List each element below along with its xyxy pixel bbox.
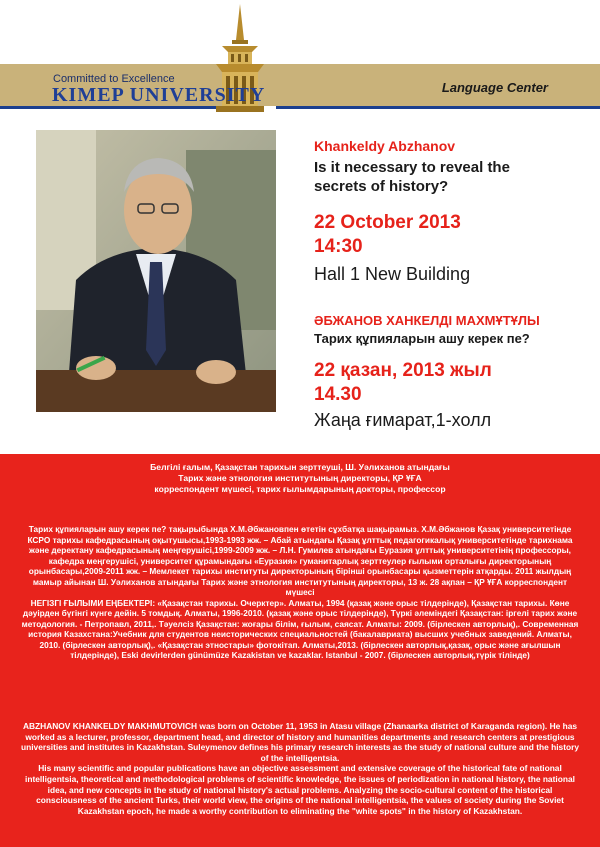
department-name: Language Center [441,80,548,95]
header-rule [276,106,600,109]
biography-paragraph-en: ABZHANOV KHANKELDY MAKHMUTOVICH was born on October 11, 1953 in Atasu village (Zhanaarka district of Karaganda region). He has worked as a lecturer, professor, department head, and director of history and humanities departments and research centers at prestigious universities and institutes in Kazakhstan. Suleymenov defines his primary research interests as the study of national culture and the history of the intelligentsia. [20,721,580,763]
biography-intro-kz: Белгілі ғалым, Қазақстан тарихын зерттеуші, Ш. Уәлиханов атындағы Тарих және этнология институтының директоры, ҚР ҰҒА корреспондент мүшесі, тарих ғылымдарының докторы, профессор [150,462,450,494]
biography-kz [20,524,580,661]
event-date-en: 22 October 2013 [314,212,461,233]
event-venue-kz: Жаңа ғимарат,1-холл [314,410,492,430]
biography-paragraph-kz: Тарих құпияларын ашу керек пе? тақырыбында Х.М.Әбжановпен өтетін сұхбатқа шақырамыз. Х.М.Әбжанов Қазақ университетінде КСРО тарихы кафедрасының оқытушысы,1993-1993 жж. – Абай атындағы Қазақ ұлттық педагогикалық университетінде тарихнама және деректану кафедрасының меңгерушісі,1999-2009 жж. – Л.Н. Гумилев атындағы Еуразия ұлттық университетінің профессоры, кафедра меңгерушісі, университет құрамындағы «Еуразия» гуманитарлық зерттеулер ғылыми орталығы директорының орынбасары,2009-2011 жж. – Мемлекет тарихы институты директорының бірінші орынбасары қызметтерін атқарды. 2011 жылдың мамыр айынан Ш. Уәлиханов атындағы Тарих және этнология институтының директоры, 13 ж. 28 ақпан – ҚР ҰҒА корреспондент мүшесі [27,524,573,597]
biography-section [0,454,600,847]
speaker-name-kz: ӘБЖАНОВ ХАНКЕЛДІ МАХМҰТҰЛЫ [314,313,540,328]
event-info [314,138,584,431]
speaker-photo [36,130,276,412]
university-tagline: Committed to Excellence [53,73,175,85]
scientific-works-kz: НЕГІЗГІ ҒЫЛЫМИ ЕҢБЕКТЕРІ: «Қазақстан тарихы. Очерктер». Алматы, 1994 (қазақ және орыс тілдерінде), Қазақстан тарихы. Көне дәуірден бүгінгі күнге дейін. 5 томдық. Алматы, 1996-2010. (қазақ және орыс тілдерінде), Түркі әлеміндегі Қазақстан: іргелі тарих және методология. - Петропавл, 2011,. Тәуелсіз Қазақстан: жоғары білім, ғылым, саясат. Алматы: 2009. (бірлескен авторлық),. Современная история Казахстана:Учебник для студентов неисторических специальностей (бакалавриата) высших учебных заведений. Алматы, 2010. (бірлескен авторлық),. «Қазақстан этностары» фотокітап. Алматы,2013. (бірлескен авторлық,қазақ, орыс және ағылшын тілдерінде), Eski devirlerden günümüze Kazakistan ve kazaklar. Istanbul - 2007. (бірлескен авторлық,түрік тілінде) [21,597,579,660]
speaker-name-en: Khankeldy Abzhanov [314,138,456,154]
biography-paragraph-en-2: His many scientific and popular publications have an objective assessment and extensive coverage of the historical fate of national intelligentsia, theoretical and methodological problems of scientific knowledge, the issues of periodization in national history, the national idea, and new concepts in the study of national history's actual problems. Analyzing the socio-cultural content of the historical consciousness of the ancient Turks, their world view, the origins of the national intelligentsia, the values of society during the Soviet Kazakhstan epoch, he made a worthy contribution to eliminating the "white spots" in the history of Kazakhstan. [25,763,575,816]
biography-en [20,721,580,816]
event-time-en: 14:30 [314,236,363,257]
event-venue-en: Hall 1 New Building [314,264,471,284]
lecture-topic-kz: Тарих құпияларын ашу керек пе? [314,331,530,346]
university-name: KIMEP UNIVERSITY [52,84,266,106]
lecture-topic-en: Is it necessary to reveal the secrets of history? [314,159,510,195]
event-time-kz: 14.30 [314,384,362,405]
event-date-kz: 22 қазан, 2013 жыл [314,360,492,381]
